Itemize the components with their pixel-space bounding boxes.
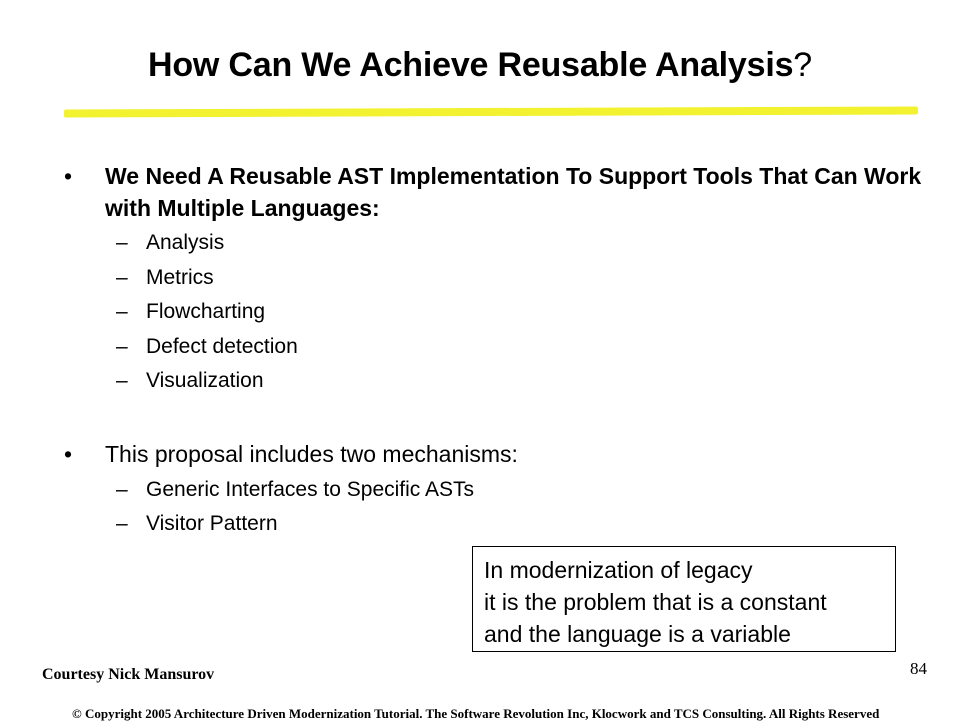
callout-line: and the language is a variable [484, 621, 791, 647]
slide-title-text: How Can We Achieve Reusable Analysis [147, 46, 794, 84]
bullet-text: We Need A Reusable AST Implementation To Support Tools That Can Work with Multiple Languages: [105, 163, 922, 221]
callout-line: In modernization of legacy [484, 557, 753, 583]
bullet-marker: • [64, 441, 73, 467]
bullet-marker: • [64, 163, 73, 189]
copyright-footer: © Copyright 2005 Architecture Driven Modernization Tutorial. The Software Revolution Inc, Klocwork and TCS Consulting. All Rights Reserved [72, 706, 880, 721]
sub-item-text: Visitor Pattern [146, 512, 278, 535]
sub-item-text: Analysis [146, 231, 225, 254]
sub-marker: – [116, 266, 128, 289]
sub-item-text: Defect detection [146, 335, 298, 358]
sub-marker: – [116, 478, 128, 501]
sub-item-text: Flowcharting [146, 300, 266, 323]
sub-marker: – [116, 369, 128, 392]
courtesy-credit: Courtesy Nick Mansurov [42, 666, 215, 683]
callout-box [472, 546, 896, 652]
sub-marker: – [116, 512, 128, 535]
sub-item-text: Visualization [146, 369, 264, 392]
page-number: 84 [910, 659, 927, 678]
slide-title [0, 46, 960, 85]
sub-marker: – [116, 300, 128, 323]
callout-line: it is the problem that is a constant [484, 589, 827, 615]
slide-title-punct: ? [793, 46, 813, 84]
sub-item-text: Metrics [146, 266, 214, 289]
sub-item-text: Generic Interfaces to Specific ASTs [146, 478, 474, 501]
sub-marker: – [116, 231, 128, 254]
title-underline [64, 107, 918, 118]
bullet-text: This proposal includes two mechanisms: [105, 441, 518, 467]
sub-marker: – [116, 335, 128, 358]
